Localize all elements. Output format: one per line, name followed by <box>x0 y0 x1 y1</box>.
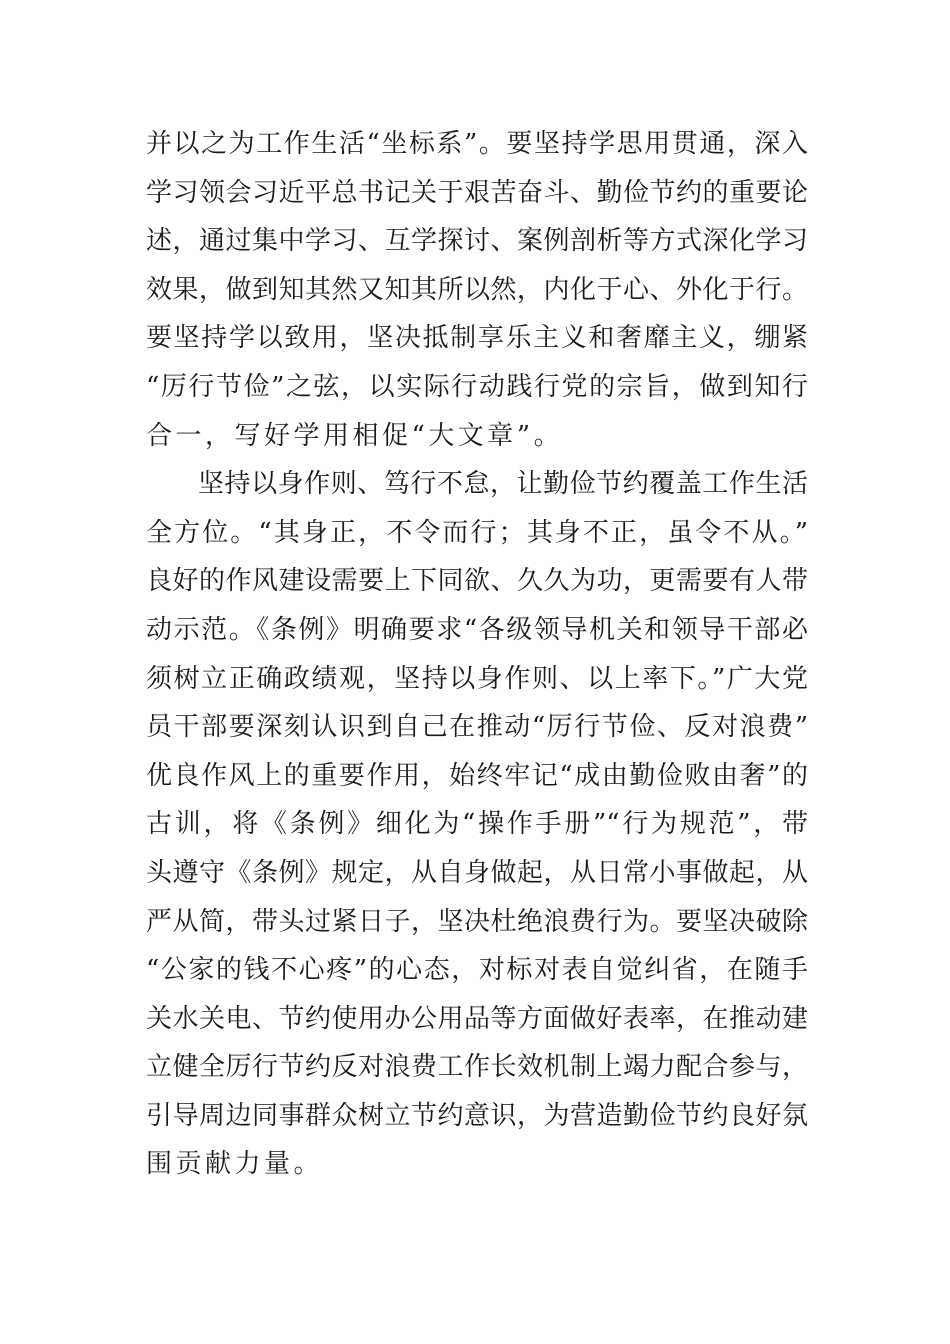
text-line: 严从简，带头过紧日子，坚决杜绝浪费行为。要坚决破除 <box>146 906 808 937</box>
text-line: 关水关电、节约使用办公用品等方面做好表率，在推动建 <box>146 1003 808 1034</box>
text-line: 全方位。“其身正，不令而行；其身不正，虽令不从。” <box>146 517 808 548</box>
text-line: 并以之为工作生活“坐标系”。要坚持学思用贯通，深入 <box>146 129 808 159</box>
text-line: 引导周边同事群众树立节约意识，为营造勤俭节约良好氛 <box>146 1100 808 1131</box>
text-line: 坚持以身作则、笃行不怠，让勤俭节约覆盖工作生活 <box>198 469 808 500</box>
paragraph-1 <box>146 120 808 460</box>
text-line: 动示范。《条例》明确要求“各级领导机关和领导干部必 <box>146 614 808 645</box>
text-line: 须树立正确政绩观，坚持以身作则、以上率下。”广大党 <box>146 663 808 694</box>
paragraph-2 <box>146 460 808 1189</box>
text-line: 述，通过集中学习、互学探讨、案例剖析等方式深化学习 <box>146 226 808 257</box>
text-line: 学习领会习近平总书记关于艰苦奋斗、勤俭节约的重要论 <box>146 177 808 208</box>
text-line: “厉行节俭”之弦，以实际行动践行党的宗旨，做到知行 <box>146 371 808 402</box>
text-line: 员干部要深刻认识到自己在推动“厉行节俭、反对浪费” <box>146 712 808 743</box>
text-line: 立健全厉行节约反对浪费工作长效机制上竭力配合参与， <box>146 1052 808 1083</box>
text-line: 合一，写好学用相促“大文章”。 <box>146 420 564 451</box>
body-text <box>146 120 808 1189</box>
text-line: “公家的钱不心疼”的心态，对标对表自觉纠省，在随手 <box>146 955 808 986</box>
text-line: 要坚持学以致用，坚决抵制享乐主义和奢靡主义，绷紧 <box>146 323 808 354</box>
text-line: 良好的作风建设需要上下同欲、久久为功，更需要有人带 <box>146 566 808 597</box>
text-line: 效果，做到知其然又知其所以然，内化于心、外化于行。 <box>146 274 808 305</box>
text-line: 头遵守《条例》规定，从自身做起，从日常小事做起，从 <box>146 857 808 888</box>
text-line: 优良作风上的重要作用，始终牢记“成由勤俭败由奢”的 <box>146 760 808 791</box>
text-line: 围贡献力量。 <box>146 1149 324 1180</box>
text-line: 古训，将《条例》细化为“操作手册”“行为规范”，带 <box>146 809 808 840</box>
